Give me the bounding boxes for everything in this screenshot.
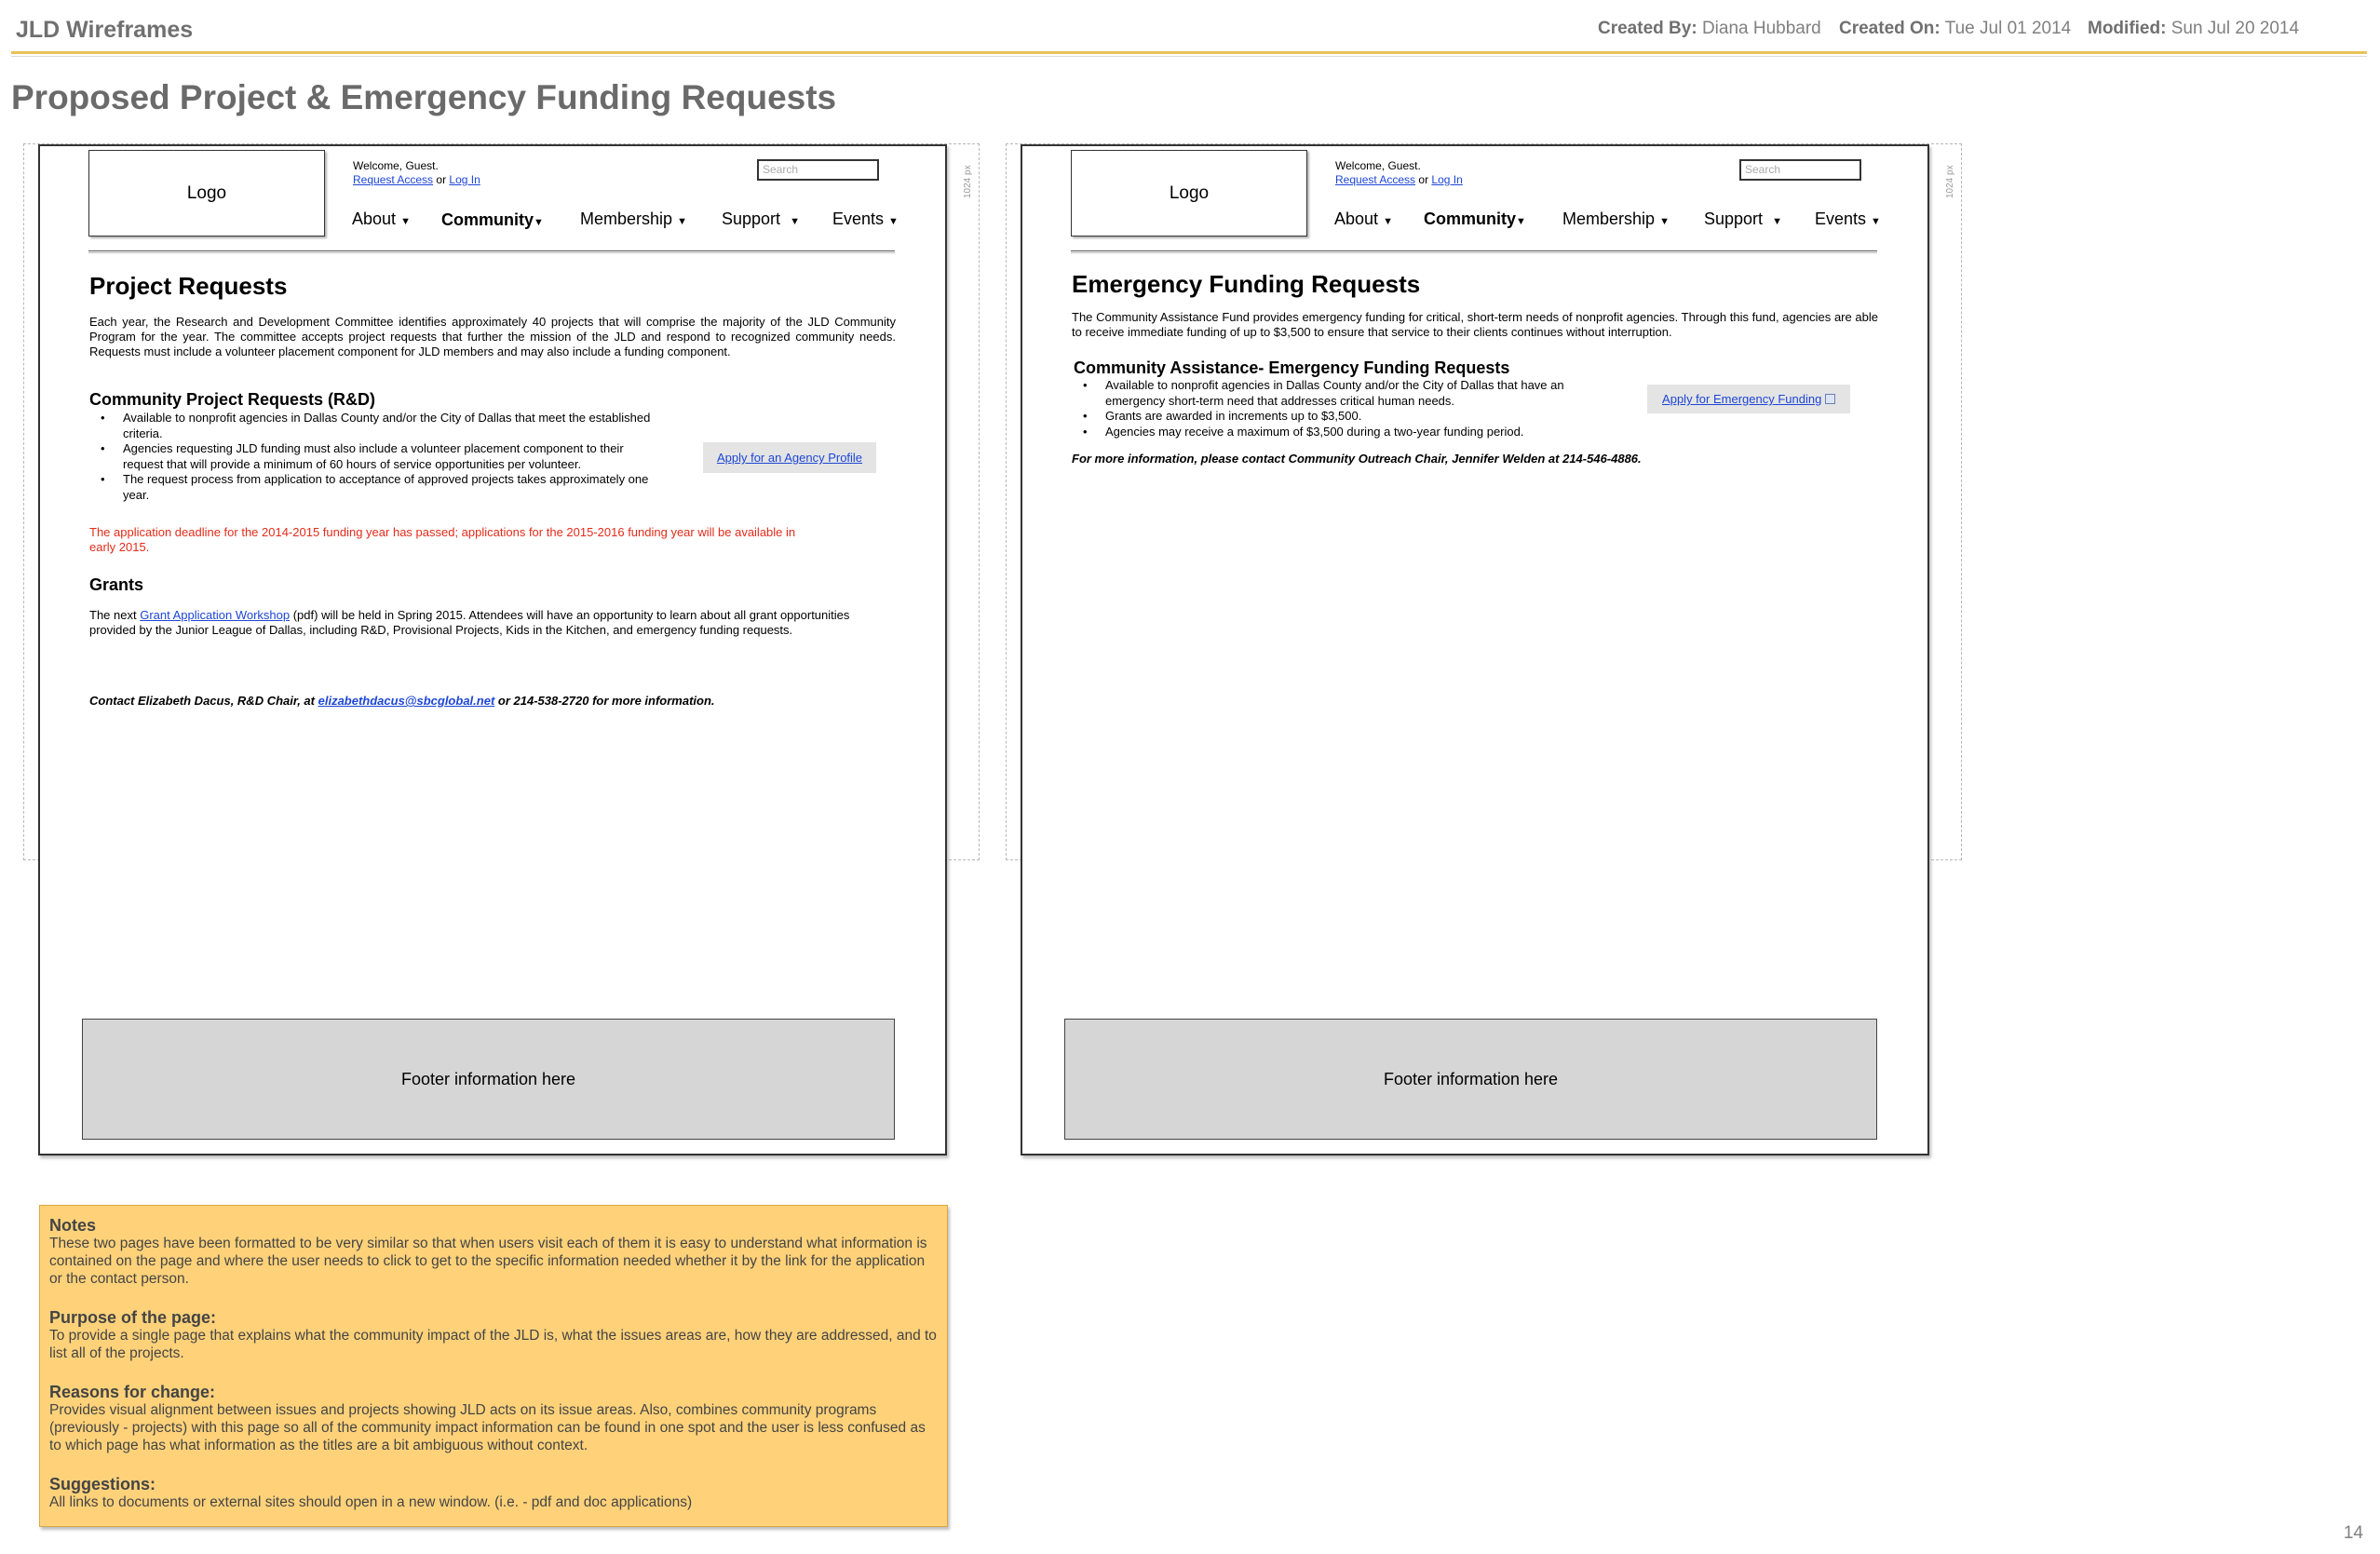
created-on: Created On: Tue Jul 01 2014 (1839, 19, 2072, 38)
header-divider (11, 51, 2367, 54)
nav-community[interactable]: Community▼ (441, 210, 544, 229)
page-number: 14 (2343, 1523, 2363, 1543)
suggestions-text: All links to documents or external sites should open in a new window. (i.e. - pdf and doc applications) (49, 1494, 693, 1510)
apply-agency-profile-button[interactable]: Apply for an Agency Profile (703, 442, 876, 473)
grant-workshop-link[interactable]: Grant Application Workshop (140, 608, 291, 622)
request-access-link[interactable]: Request Access (353, 173, 434, 186)
nav-membership[interactable]: Membership ▼ (580, 209, 687, 228)
chevron-down-icon: ▼ (790, 216, 800, 227)
chevron-down-icon: ▼ (1516, 216, 1526, 227)
chevron-down-icon: ▼ (400, 216, 411, 227)
nav-events[interactable]: Events ▼ (832, 209, 899, 228)
list-item: • Available to nonprofit agencies in Dallas County and/or the City of Dallas that have an emergency short-term need that addresses critical human needs. (1083, 378, 1564, 408)
external-link-icon (1825, 394, 1835, 404)
sub-heading: Community Project Requests (R&D) (89, 390, 376, 409)
purpose-text: To provide a single page that explains what the community impact of the JLD is, what the issues areas are, how they are addressed, and to list all of the projects. (49, 1328, 937, 1361)
nav-community[interactable]: Community▼ (1424, 209, 1526, 228)
section-heading: Emergency Funding Requests (1072, 270, 1421, 298)
contact-info: For more information, please contact Community Outreach Chair, Jennifer Welden at 214-546-4886. (1072, 452, 1642, 466)
search-input[interactable]: Search (757, 159, 879, 181)
viewport-size-label: 1024 px (963, 165, 973, 198)
nav-support[interactable]: Support ▼ (1704, 209, 1782, 228)
grants-heading: Grants (89, 575, 144, 594)
welcome-message: Welcome, Guest. Request Access or Log In (1335, 159, 1463, 186)
log-in-link[interactable]: Log In (1431, 173, 1463, 186)
log-in-link[interactable]: Log In (449, 173, 480, 186)
chevron-down-icon: ▼ (1659, 216, 1670, 227)
list-item: • Available to nonprofit agencies in Dallas County and/or the City of Dallas that meet the established criteria. (101, 411, 651, 440)
nav-about[interactable]: About ▼ (1334, 209, 1393, 228)
wireframe-project-requests (38, 144, 947, 1155)
search-input[interactable]: Search (1739, 159, 1861, 181)
list-item: • Agencies requesting JLD funding must also include a volunteer placement component to their request that will provide a minimum of 60 hours of service opportunities per volunteer. (101, 441, 624, 471)
chevron-down-icon: ▼ (677, 216, 687, 227)
chevron-down-icon: ▼ (1871, 216, 1881, 227)
intro-paragraph: The Community Assistance Fund provides emergency funding for critical, short-term needs of nonprofit agencies. Through this fund, agencies are able to receive immediate funding of up to $3,500 to ensure that service to their clients continues without interruption. (1072, 310, 1878, 339)
contact-email-link[interactable]: elizabethdacus@sbcglobal.net (318, 694, 495, 708)
contact-info: Contact Elizabeth Dacus, R&D Chair, at elizabethdacus@sbcglobal.net or 214-538-2720 for more information. (89, 694, 715, 708)
suggestions-heading: Suggestions: (49, 1475, 156, 1493)
section-heading: Project Requests (89, 272, 288, 300)
header-divider-shadow (11, 56, 2367, 57)
notes-text: These two pages have been formatted to be very similar so that when users visit each of them it is easy to understand what information is contained on the page and where the user needs to click to get to the specific information needed whether it by the link for the application or the contact person. (49, 1236, 927, 1287)
wireframe-emergency-funding (1021, 144, 1929, 1155)
notes-heading: Notes (49, 1216, 97, 1235)
logo[interactable]: Logo (1071, 150, 1307, 236)
notes-panel (39, 1205, 948, 1527)
apply-emergency-funding-button[interactable]: Apply for Emergency Funding (1647, 385, 1850, 413)
reasons-text: Provides visual alignment between issues and projects showing JLD acts on its issue areas. Also, combines community programs (previously - projects) with this page so all of the community impact information can be found in one spot and the user is less confused as to which page has what information as the titles are a bit ambiguous without context. (49, 1402, 926, 1453)
deadline-notice: The application deadline for the 2014-2015 funding year has passed; applications for the 2015-2016 funding year will be available in early 2015. (89, 525, 796, 554)
reasons-heading: Reasons for change: (49, 1383, 216, 1401)
list-item: • Grants are awarded in increments up to $3,500. (1083, 409, 1362, 423)
chevron-down-icon: ▼ (1772, 216, 1782, 227)
chevron-down-icon: ▼ (888, 216, 899, 227)
chevron-down-icon: ▼ (534, 217, 544, 228)
nav-support[interactable]: Support ▼ (722, 209, 800, 228)
request-access-link[interactable]: Request Access (1335, 173, 1416, 186)
page-title: Proposed Project & Emergency Funding Requests (11, 78, 837, 116)
nav-divider (88, 250, 895, 253)
nav-divider (1071, 250, 1877, 253)
welcome-message: Welcome, Guest. Request Access or Log In (353, 159, 480, 186)
doc-title: JLD Wireframes (16, 17, 194, 43)
created-by: Created By: Diana Hubbard (1598, 19, 1821, 38)
modified-date: Modified: Sun Jul 20 2014 (2088, 19, 2300, 38)
footer: Footer information here (82, 1019, 895, 1140)
logo[interactable]: Logo (88, 150, 325, 236)
sub-heading: Community Assistance- Emergency Funding Requests (1074, 358, 1510, 377)
list-item: • The request process from application to acceptance of approved projects takes approximately one year. (101, 472, 649, 502)
purpose-heading: Purpose of the page: (49, 1308, 217, 1327)
nav-about[interactable]: About ▼ (352, 209, 411, 228)
intro-paragraph: Each year, the Research and Development Committee identifies approximately 40 projects that will comprise the majority of the JLD Community Program for the year. The committee accepts project requests that further the mission of the JLD and respond to recognized community needs. Requests must include a volunteer placement component for JLD members and may also include a funding component. (89, 315, 896, 358)
viewport-size-label: 1024 px (1945, 165, 1955, 198)
list-item: • Agencies may receive a maximum of $3,500 during a two-year funding period. (1083, 424, 1524, 439)
bullet-list (89, 411, 654, 503)
bullet-list (1072, 378, 1612, 439)
chevron-down-icon: ▼ (1383, 216, 1393, 227)
grants-paragraph: The next Grant Application Workshop (pdf) will be held in Spring 2015. Attendees will have an opportunity to learn about all grant opportunities provided by the Junior League of Dallas, including R&D, Provisional Projects, Kids in the Kitchen, and emergency funding requests. (89, 608, 850, 637)
nav-membership[interactable]: Membership ▼ (1562, 209, 1670, 228)
nav-events[interactable]: Events ▼ (1815, 209, 1881, 228)
footer: Footer information here (1064, 1019, 1877, 1140)
